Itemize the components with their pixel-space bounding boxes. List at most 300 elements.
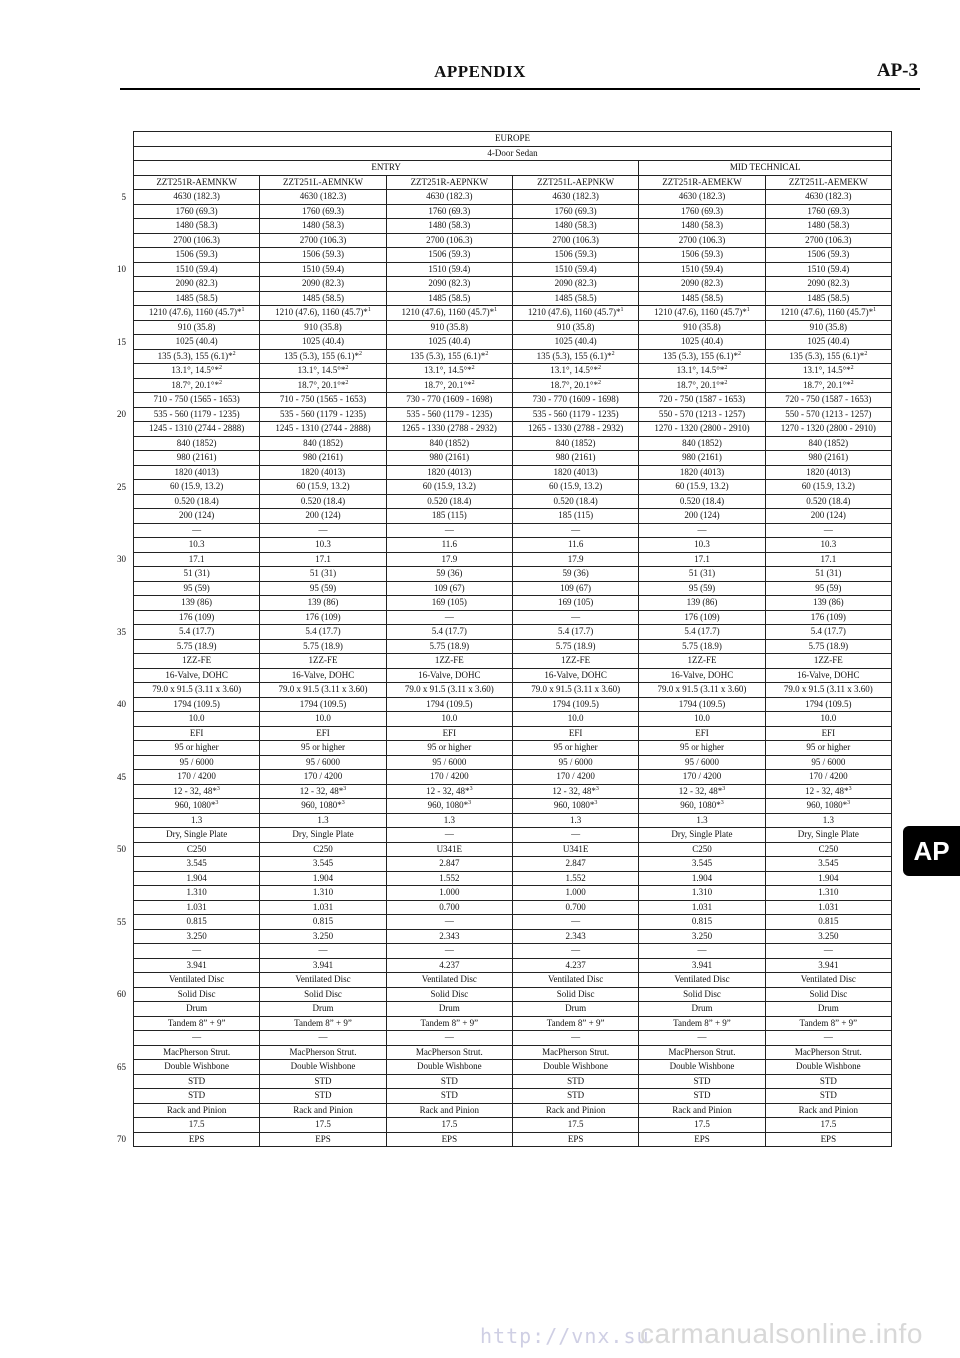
table-row xyxy=(134,668,892,683)
table-cell: 535 - 560 (1179 - 1235) xyxy=(386,407,512,422)
table-cell: — xyxy=(386,523,512,538)
table-cell: 176 (109) xyxy=(260,610,386,625)
table-cell: 139 (86) xyxy=(639,596,765,611)
table-cell: 720 - 750 (1587 - 1653) xyxy=(639,393,765,408)
table-cell: STD xyxy=(386,1074,512,1089)
table-cell: — xyxy=(512,1031,638,1046)
line-number: 10 xyxy=(117,264,126,275)
table-cell: — xyxy=(639,944,765,959)
table-cell: — xyxy=(260,944,386,959)
table-row xyxy=(134,567,892,582)
table-cell: 10.0 xyxy=(639,712,765,727)
table-cell: MacPherson Strut. xyxy=(134,1045,260,1060)
table-cell: 1485 (58.5) xyxy=(765,291,891,306)
table-cell: 185 (115) xyxy=(512,509,638,524)
table-cell: 1210 (47.6), 1160 (45.7)*$^1$ xyxy=(386,306,512,321)
table-row xyxy=(134,277,892,292)
table-cell: 95 / 6000 xyxy=(386,755,512,770)
table-row xyxy=(134,291,892,306)
table-cell: 5.4 (17.7) xyxy=(639,625,765,640)
table-cell: 109 (67) xyxy=(512,581,638,596)
line-number: 5 xyxy=(121,191,126,202)
table-cell: 17.1 xyxy=(260,552,386,567)
table-cell: 16-Valve, DOHC xyxy=(512,668,638,683)
table-cell: MacPherson Strut. xyxy=(386,1045,512,1060)
table-row xyxy=(134,1016,892,1031)
table-cell: 960, 1080*$^3$ xyxy=(765,799,891,814)
table-cell: Ventilated Disc xyxy=(260,973,386,988)
table-cell: 1ZZ-FE xyxy=(765,654,891,669)
table-cell: 1.552 xyxy=(512,871,638,886)
table-cell: 1.031 xyxy=(260,900,386,915)
table-cell: 95 or higher xyxy=(134,741,260,756)
table-cell: 17.5 xyxy=(639,1118,765,1133)
table-cell: Rack and Pinion xyxy=(386,1103,512,1118)
table-cell: 4.237 xyxy=(512,958,638,973)
table-cell: 1760 (69.3) xyxy=(386,204,512,219)
line-number: 45 xyxy=(117,771,126,782)
table-cell: 10.3 xyxy=(639,538,765,553)
table-cell: 1794 (109.5) xyxy=(260,697,386,712)
table-cell: Drum xyxy=(512,1002,638,1017)
table-cell: 185 (115) xyxy=(386,509,512,524)
model-code-cell: ZZT251L-AEMNKW xyxy=(260,175,386,190)
table-cell: Tandem 8” + 9” xyxy=(512,1016,638,1031)
table-row xyxy=(134,770,892,785)
table-cell: 1485 (58.5) xyxy=(386,291,512,306)
table-row xyxy=(134,784,892,799)
table-row xyxy=(134,712,892,727)
table-cell: 1.904 xyxy=(765,871,891,886)
table-cell: 95 (59) xyxy=(639,581,765,596)
table-cell: C250 xyxy=(134,842,260,857)
table-cell: 710 - 750 (1565 - 1653) xyxy=(260,393,386,408)
table-cell: 1025 (40.4) xyxy=(512,335,638,350)
table-cell: Solid Disc xyxy=(260,987,386,1002)
watermark xyxy=(0,1316,960,1356)
table-cell: 0.520 (18.4) xyxy=(765,494,891,509)
model-code-cell: ZZT251R-AEMEKW xyxy=(639,175,765,190)
table-cell: 730 - 770 (1609 - 1698) xyxy=(386,393,512,408)
table-cell: U341E xyxy=(386,842,512,857)
table-cell: 1.3 xyxy=(512,813,638,828)
table-cell: MacPherson Strut. xyxy=(260,1045,386,1060)
table-row xyxy=(134,915,892,930)
table-cell: 95 or higher xyxy=(386,741,512,756)
line-number: 55 xyxy=(117,916,126,927)
table-cell: 51 (31) xyxy=(134,567,260,582)
table-cell: — xyxy=(260,1031,386,1046)
table-cell: MacPherson Strut. xyxy=(765,1045,891,1060)
table-cell: 5.75 (18.9) xyxy=(386,639,512,654)
table-cell: — xyxy=(512,523,638,538)
table-cell: 60 (15.9, 13.2) xyxy=(260,480,386,495)
table-row xyxy=(134,813,892,828)
table-cell: C250 xyxy=(260,842,386,857)
table-cell: 1485 (58.5) xyxy=(260,291,386,306)
table-cell: 1210 (47.6), 1160 (45.7)*$^1$ xyxy=(765,306,891,321)
table-cell: 5.75 (18.9) xyxy=(134,639,260,654)
table-cell: 51 (31) xyxy=(260,567,386,582)
table-cell: Dry, Single Plate xyxy=(260,828,386,843)
table-cell: 3.250 xyxy=(765,929,891,944)
table-cell: 3.941 xyxy=(639,958,765,973)
table-cell: — xyxy=(386,915,512,930)
table-cell: 135 (5.3), 155 (6.1)*$^2$ xyxy=(639,349,765,364)
table-cell: Double Wishbone xyxy=(639,1060,765,1075)
table-cell: 17.9 xyxy=(512,552,638,567)
header-rule xyxy=(120,88,920,90)
table-row xyxy=(134,741,892,756)
table-cell: STD xyxy=(639,1074,765,1089)
table-cell: 1.904 xyxy=(260,871,386,886)
table-row xyxy=(134,204,892,219)
table-cell: 10.3 xyxy=(134,538,260,553)
grade-cell: ENTRY xyxy=(134,161,639,176)
table-cell: — xyxy=(765,1031,891,1046)
table-cell: 200 (124) xyxy=(134,509,260,524)
table-row xyxy=(134,726,892,741)
table-cell: 109 (67) xyxy=(386,581,512,596)
table-cell: 1794 (109.5) xyxy=(512,697,638,712)
table-cell: Drum xyxy=(260,1002,386,1017)
table-cell: 2.343 xyxy=(386,929,512,944)
table-cell: 79.0 x 91.5 (3.11 x 3.60) xyxy=(765,683,891,698)
table-cell: 2090 (82.3) xyxy=(512,277,638,292)
table-cell: 550 - 570 (1213 - 1257) xyxy=(765,407,891,422)
table-cell: 3.545 xyxy=(639,857,765,872)
table-row xyxy=(134,335,892,350)
table-cell: 16-Valve, DOHC xyxy=(386,668,512,683)
table-cell: 1025 (40.4) xyxy=(639,335,765,350)
table-cell: 1245 - 1310 (2744 - 2888) xyxy=(134,422,260,437)
table-cell: 2700 (106.3) xyxy=(260,233,386,248)
table-cell: 1.310 xyxy=(765,886,891,901)
table-cell: 200 (124) xyxy=(260,509,386,524)
table-cell: — xyxy=(260,523,386,538)
table-cell: — xyxy=(386,944,512,959)
table-cell: 1820 (4013) xyxy=(639,465,765,480)
table-row xyxy=(134,465,892,480)
table-cell: Ventilated Disc xyxy=(386,973,512,988)
table-cell: 10.3 xyxy=(260,538,386,553)
table-cell: 18.7°, 20.1°*$^2$ xyxy=(386,378,512,393)
table-cell: 840 (1852) xyxy=(765,436,891,451)
table-row xyxy=(134,306,892,321)
table-cell: Double Wishbone xyxy=(512,1060,638,1075)
table-row xyxy=(134,480,892,495)
table-cell: 1ZZ-FE xyxy=(512,654,638,669)
table-cell: 17.5 xyxy=(386,1118,512,1133)
table-cell: 1506 (59.3) xyxy=(765,248,891,263)
table-row xyxy=(134,900,892,915)
table-cell: 1.310 xyxy=(134,886,260,901)
table-cell: 1ZZ-FE xyxy=(386,654,512,669)
table-cell: 59 (36) xyxy=(386,567,512,582)
table-cell: 2700 (106.3) xyxy=(765,233,891,248)
table-cell: 1.3 xyxy=(639,813,765,828)
table-cell: 12 - 32, 48*$^3$ xyxy=(639,784,765,799)
table-cell: EFI xyxy=(260,726,386,741)
table-cell: 79.0 x 91.5 (3.11 x 3.60) xyxy=(134,683,260,698)
table-cell: Tandem 8” + 9” xyxy=(134,1016,260,1031)
table-cell: 1760 (69.3) xyxy=(639,204,765,219)
table-cell: 13.1°, 14.5°*$^2$ xyxy=(765,364,891,379)
table-cell: 0.815 xyxy=(260,915,386,930)
table-row xyxy=(134,1074,892,1089)
table-cell: Rack and Pinion xyxy=(639,1103,765,1118)
table-cell: 135 (5.3), 155 (6.1)*$^2$ xyxy=(512,349,638,364)
table-cell: 11.6 xyxy=(386,538,512,553)
watermark-left: http://vnx.su xyxy=(480,1324,650,1348)
table-row xyxy=(134,509,892,524)
table-cell: 535 - 560 (1179 - 1235) xyxy=(260,407,386,422)
table-row xyxy=(134,1045,892,1060)
table-cell: 1820 (4013) xyxy=(260,465,386,480)
table-cell: 1480 (58.3) xyxy=(386,219,512,234)
section-tab[interactable]: AP xyxy=(903,826,960,876)
table-cell: 4630 (182.3) xyxy=(134,190,260,205)
table-cell: 3.941 xyxy=(134,958,260,973)
table-cell: Solid Disc xyxy=(765,987,891,1002)
table-cell: 51 (31) xyxy=(639,567,765,582)
table-cell: 3.250 xyxy=(134,929,260,944)
table-row xyxy=(134,538,892,553)
table-cell: 13.1°, 14.5°*$^2$ xyxy=(260,364,386,379)
table-cell: 1820 (4013) xyxy=(386,465,512,480)
table-cell: 1480 (58.3) xyxy=(134,219,260,234)
table-row xyxy=(134,393,892,408)
table-cell: 1485 (58.5) xyxy=(134,291,260,306)
table-cell: STD xyxy=(639,1089,765,1104)
table-cell: 5.4 (17.7) xyxy=(765,625,891,640)
table-cell: 960, 1080*$^3$ xyxy=(639,799,765,814)
table-cell: 95 or higher xyxy=(260,741,386,756)
table-row xyxy=(134,610,892,625)
table-cell: 1506 (59.3) xyxy=(134,248,260,263)
table-cell: 17.5 xyxy=(260,1118,386,1133)
table-cell: — xyxy=(386,610,512,625)
table-row xyxy=(134,378,892,393)
table-cell: 1480 (58.3) xyxy=(765,219,891,234)
table-cell: STD xyxy=(512,1074,638,1089)
table-cell: 139 (86) xyxy=(765,596,891,611)
table-cell: 17.5 xyxy=(765,1118,891,1133)
table-cell: 10.3 xyxy=(765,538,891,553)
table-cell: 60 (15.9, 13.2) xyxy=(134,480,260,495)
table-cell: 1.310 xyxy=(260,886,386,901)
table-cell: MacPherson Strut. xyxy=(639,1045,765,1060)
table-cell: 1.000 xyxy=(512,886,638,901)
table-cell: 4630 (182.3) xyxy=(639,190,765,205)
model-row xyxy=(134,175,892,190)
table-cell: U341E xyxy=(512,842,638,857)
table-cell: STD xyxy=(134,1089,260,1104)
table-cell: 1485 (58.5) xyxy=(512,291,638,306)
table-cell: STD xyxy=(134,1074,260,1089)
table-cell: — xyxy=(639,1031,765,1046)
table-cell: 840 (1852) xyxy=(512,436,638,451)
table-cell: 0.700 xyxy=(386,900,512,915)
table-cell: 17.1 xyxy=(639,552,765,567)
table-row xyxy=(134,944,892,959)
table-cell: 95 / 6000 xyxy=(765,755,891,770)
body-type-row xyxy=(134,146,892,161)
table-cell: 3.545 xyxy=(260,857,386,872)
table-cell: 170 / 4200 xyxy=(765,770,891,785)
table-cell: 1.310 xyxy=(639,886,765,901)
table-cell: 13.1°, 14.5°*$^2$ xyxy=(639,364,765,379)
table-cell: 3.941 xyxy=(765,958,891,973)
table-cell: 1.000 xyxy=(386,886,512,901)
table-cell: 1.031 xyxy=(639,900,765,915)
table-cell: 17.1 xyxy=(765,552,891,567)
table-cell: 1025 (40.4) xyxy=(134,335,260,350)
table-cell: 2.343 xyxy=(512,929,638,944)
table-row xyxy=(134,842,892,857)
table-cell: 1794 (109.5) xyxy=(639,697,765,712)
table-cell: 5.4 (17.7) xyxy=(386,625,512,640)
table-cell: 2700 (106.3) xyxy=(512,233,638,248)
table-row xyxy=(134,886,892,901)
table-cell: 1480 (58.3) xyxy=(260,219,386,234)
table-cell: 51 (31) xyxy=(765,567,891,582)
table-cell: 169 (105) xyxy=(512,596,638,611)
table-cell: 95 / 6000 xyxy=(639,755,765,770)
table-cell: 1.3 xyxy=(386,813,512,828)
table-cell: — xyxy=(512,610,638,625)
table-cell: 95 (59) xyxy=(765,581,891,596)
table-cell: Solid Disc xyxy=(512,987,638,1002)
table-row xyxy=(134,639,892,654)
table-cell: 10.0 xyxy=(386,712,512,727)
table-cell: 17.5 xyxy=(512,1118,638,1133)
table-cell: 1506 (59.3) xyxy=(260,248,386,263)
table-cell: Ventilated Disc xyxy=(134,973,260,988)
table-cell: Rack and Pinion xyxy=(512,1103,638,1118)
table-row xyxy=(134,233,892,248)
table-cell: 910 (35.8) xyxy=(386,320,512,335)
table-cell: 60 (15.9, 13.2) xyxy=(765,480,891,495)
table-cell: 960, 1080*$^3$ xyxy=(260,799,386,814)
table-cell: 1ZZ-FE xyxy=(134,654,260,669)
table-cell: C250 xyxy=(765,842,891,857)
table-cell: 1760 (69.3) xyxy=(260,204,386,219)
table-cell: 5.75 (18.9) xyxy=(639,639,765,654)
table-cell: 12 - 32, 48*$^3$ xyxy=(134,784,260,799)
table-cell: 18.7°, 20.1°*$^2$ xyxy=(639,378,765,393)
table-row xyxy=(134,1060,892,1075)
table-cell: 59 (36) xyxy=(512,567,638,582)
table-cell: Double Wishbone xyxy=(260,1060,386,1075)
table-cell: 840 (1852) xyxy=(260,436,386,451)
page-title: APPENDIX xyxy=(434,62,526,81)
table-cell: Ventilated Disc xyxy=(765,973,891,988)
table-cell: 3.545 xyxy=(765,857,891,872)
table-cell: 2700 (106.3) xyxy=(639,233,765,248)
table-cell: 60 (15.9, 13.2) xyxy=(512,480,638,495)
table-cell: 960, 1080*$^3$ xyxy=(512,799,638,814)
table-cell: 170 / 4200 xyxy=(260,770,386,785)
table-cell: Solid Disc xyxy=(639,987,765,1002)
table-cell: 840 (1852) xyxy=(386,436,512,451)
table-cell: 1510 (59.4) xyxy=(260,262,386,277)
table-cell: 2700 (106.3) xyxy=(134,233,260,248)
line-number: 70 xyxy=(117,1134,126,1145)
table-cell: 5.4 (17.7) xyxy=(512,625,638,640)
table-cell: 1480 (58.3) xyxy=(639,219,765,234)
table-cell: 710 - 750 (1565 - 1653) xyxy=(134,393,260,408)
table-cell: 10.0 xyxy=(260,712,386,727)
table-cell: EFI xyxy=(765,726,891,741)
table-cell: 980 (2161) xyxy=(260,451,386,466)
region-row xyxy=(134,132,892,147)
table-cell: 2090 (82.3) xyxy=(134,277,260,292)
table-cell: 980 (2161) xyxy=(512,451,638,466)
table-row xyxy=(134,349,892,364)
line-number: 25 xyxy=(117,481,126,492)
table-cell: 2090 (82.3) xyxy=(765,277,891,292)
table-cell: 12 - 32, 48*$^3$ xyxy=(765,784,891,799)
table-cell: 980 (2161) xyxy=(386,451,512,466)
line-number: 65 xyxy=(117,1061,126,1072)
table-cell: EPS xyxy=(386,1132,512,1147)
table-cell: 0.520 (18.4) xyxy=(512,494,638,509)
table-cell: 5.75 (18.9) xyxy=(512,639,638,654)
table-cell: 1794 (109.5) xyxy=(765,697,891,712)
table-cell: 10.0 xyxy=(765,712,891,727)
table-cell: 0.520 (18.4) xyxy=(386,494,512,509)
table-row xyxy=(134,407,892,422)
table-cell: Drum xyxy=(639,1002,765,1017)
table-cell: 5.4 (17.7) xyxy=(260,625,386,640)
table-cell: 1.3 xyxy=(260,813,386,828)
table-cell: 16-Valve, DOHC xyxy=(260,668,386,683)
table-row xyxy=(134,1118,892,1133)
table-cell: 16-Valve, DOHC xyxy=(134,668,260,683)
table-cell: 200 (124) xyxy=(639,509,765,524)
line-number: 35 xyxy=(117,626,126,637)
table-cell: EFI xyxy=(134,726,260,741)
table-row xyxy=(134,248,892,263)
table-cell: 1510 (59.4) xyxy=(134,262,260,277)
table-cell: Double Wishbone xyxy=(134,1060,260,1075)
region-cell: EUROPE xyxy=(134,132,892,147)
table-cell: 1.3 xyxy=(134,813,260,828)
table-cell: — xyxy=(765,944,891,959)
table-cell: Drum xyxy=(134,1002,260,1017)
model-code-cell: ZZT251R-AEPNKW xyxy=(386,175,512,190)
line-number: 30 xyxy=(117,554,126,565)
table-cell: 910 (35.8) xyxy=(765,320,891,335)
table-cell: Dry, Single Plate xyxy=(134,828,260,843)
table-cell: 135 (5.3), 155 (6.1)*$^2$ xyxy=(386,349,512,364)
table-row xyxy=(134,697,892,712)
table-cell: 5.4 (17.7) xyxy=(134,625,260,640)
table-cell: 1820 (4013) xyxy=(134,465,260,480)
line-number: 20 xyxy=(117,409,126,420)
table-cell: 95 / 6000 xyxy=(512,755,638,770)
table-cell: 1ZZ-FE xyxy=(260,654,386,669)
table-cell: Dry, Single Plate xyxy=(639,828,765,843)
table-row xyxy=(134,929,892,944)
table-row xyxy=(134,755,892,770)
table-row xyxy=(134,625,892,640)
table-row xyxy=(134,958,892,973)
table-cell: 1.904 xyxy=(639,871,765,886)
table-row xyxy=(134,799,892,814)
table-cell: 1ZZ-FE xyxy=(639,654,765,669)
